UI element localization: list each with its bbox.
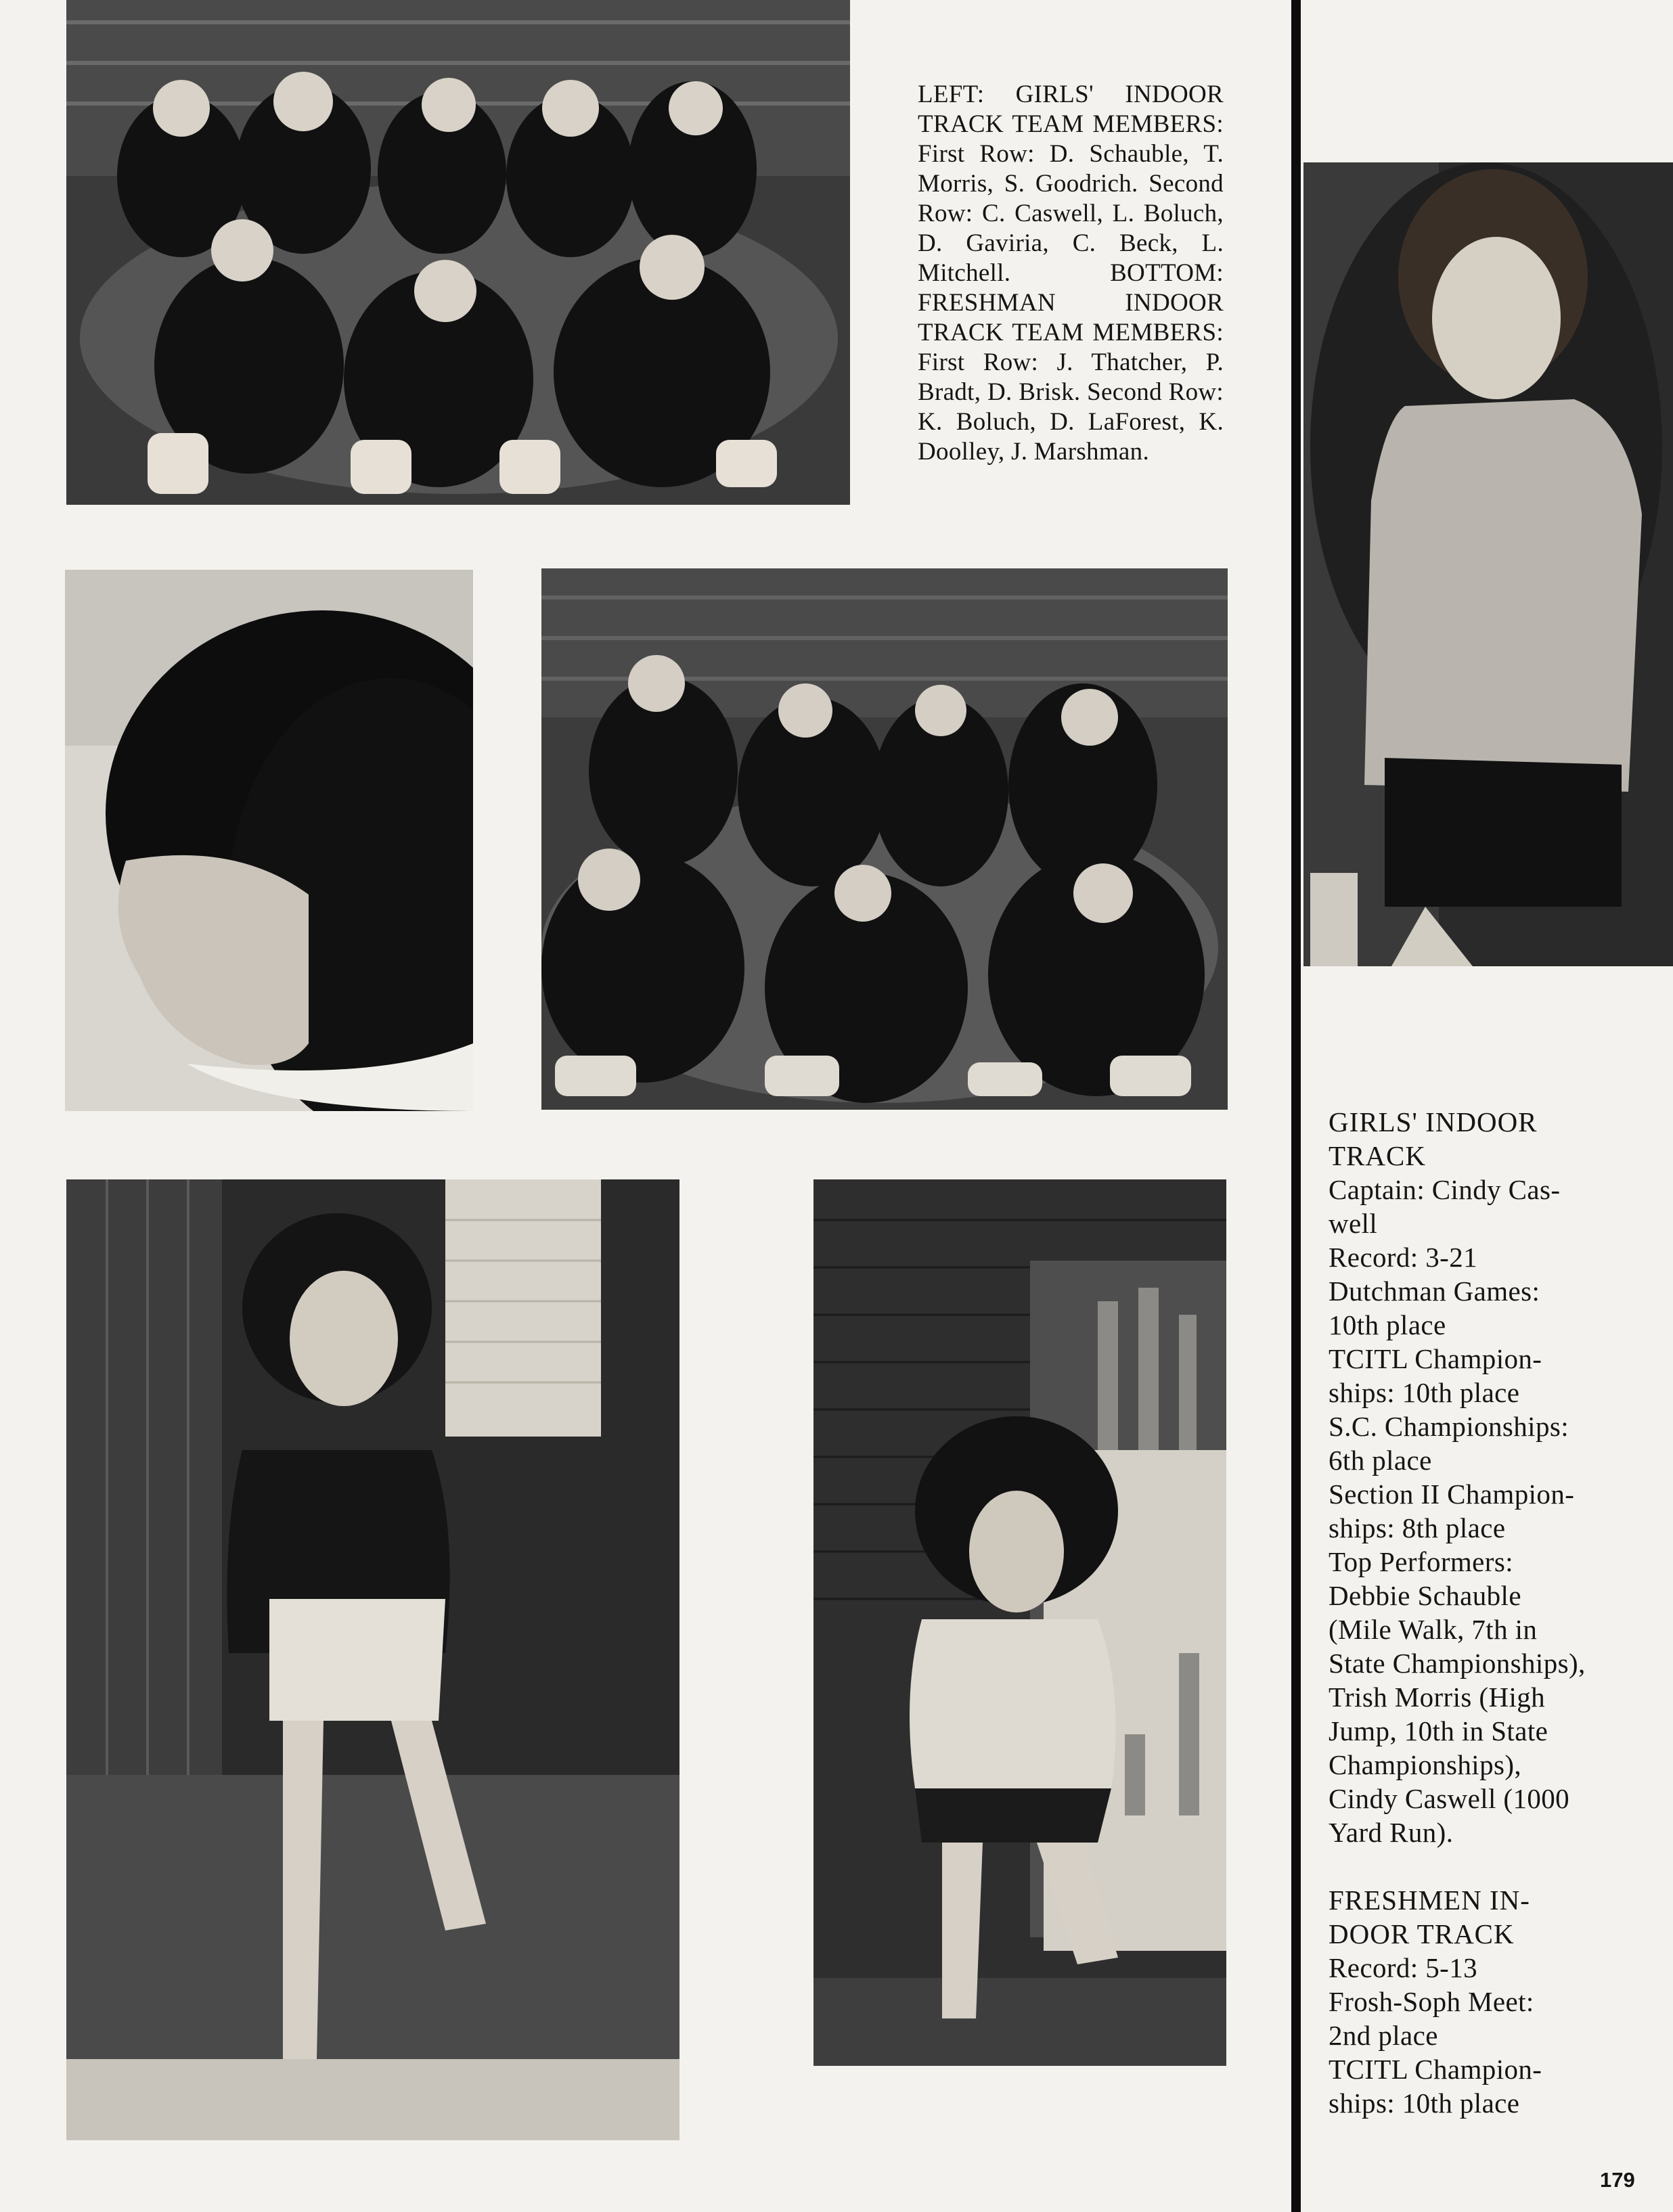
- freshman-team-photo: [541, 568, 1228, 1110]
- page-number: 179: [1600, 2168, 1635, 2192]
- column-divider: [1291, 0, 1301, 2212]
- record-line: 10th place: [1329, 1309, 1446, 1340]
- record-line: (Mile Walk, 7th in: [1329, 1614, 1538, 1645]
- photo-caption: LEFT: GIRLS' INDOOR TRACK TEAM MEMBERS: First Row: D. Schauble, T. Morris, S. Goodrich. Second Row: C. Caswell, L. Boluch, D. Gaviria, C. Beck, L. Mitchell. BOTTOM: FRESHMAN INDOOR TRACK TEAM MEMBERS: First Row: J. Thatcher, P. Bradt, D. Brisk. Second Row: K. Boluch, D. LaForest, K. Doolley, J. Marshman.: [918, 81, 1224, 466]
- freshmen-indoor-track-record: [1329, 1883, 1647, 2120]
- record-line: well: [1329, 1208, 1378, 1239]
- record-line: Frosh-Soph Meet:: [1329, 1986, 1534, 2017]
- track-girl-photo: [1303, 162, 1673, 966]
- record-line: TCITL Champion-: [1329, 2054, 1542, 2085]
- record-line: TCITL Champion-: [1329, 1343, 1542, 1374]
- team-records: [1329, 1105, 1647, 2154]
- freshmen-indoor-track-heading: FRESHMEN IN-: [1329, 1884, 1530, 1916]
- record-line: Top Performers:: [1329, 1546, 1513, 1577]
- record-line: ships: 10th place: [1329, 2087, 1520, 2119]
- freshmen-indoor-track-heading: DOOR TRACK: [1329, 1918, 1515, 1949]
- record-line: State Championships),: [1329, 1648, 1586, 1679]
- record-line: Yard Run).: [1329, 1817, 1454, 1848]
- record-line: Record: 3-21: [1329, 1242, 1477, 1273]
- record-line: Cindy Caswell (1000: [1329, 1783, 1570, 1814]
- record-line: 6th place: [1329, 1445, 1432, 1476]
- record-line: Jump, 10th in State: [1329, 1715, 1548, 1746]
- record-line: Section II Champion-: [1329, 1479, 1575, 1510]
- record-line: Championships),: [1329, 1749, 1522, 1780]
- girls-indoor-track-heading: TRACK: [1329, 1140, 1426, 1171]
- profile-portrait-photo: [65, 570, 473, 1111]
- record-line: Trish Morris (High: [1329, 1681, 1546, 1713]
- record-line: Captain: Cindy Cas-: [1329, 1174, 1561, 1205]
- record-line: Dutchman Games:: [1329, 1276, 1540, 1307]
- record-line: S.C. Championships:: [1329, 1411, 1569, 1442]
- girls-team-photo: [66, 0, 850, 505]
- record-line: Record: 5-13: [1329, 1952, 1477, 1983]
- record-line: Debbie Schauble: [1329, 1580, 1521, 1611]
- girls-indoor-track-record: [1329, 1105, 1647, 1849]
- record-line: ships: 8th place: [1329, 1512, 1506, 1543]
- runner-lockers-photo: [66, 1179, 679, 2140]
- record-line: 2nd place: [1329, 2020, 1438, 2051]
- runner-trophy-case-photo: [813, 1179, 1226, 2066]
- girls-indoor-track-heading: GIRLS' INDOOR: [1329, 1106, 1538, 1137]
- record-line: ships: 10th place: [1329, 1377, 1520, 1408]
